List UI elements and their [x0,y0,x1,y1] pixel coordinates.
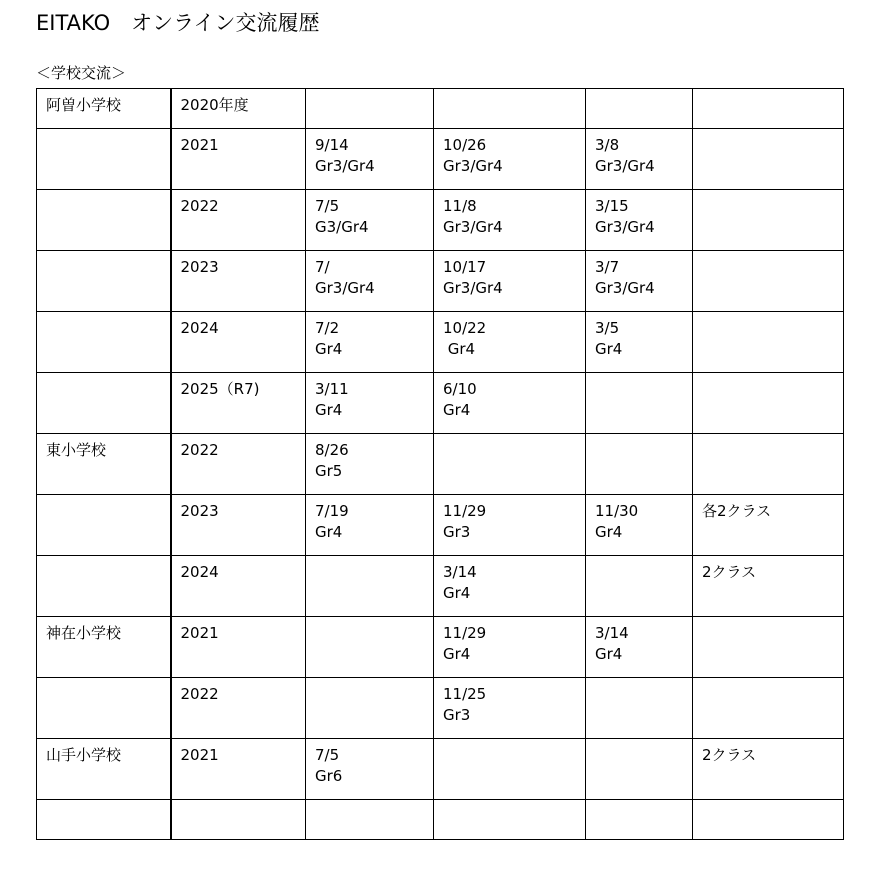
session-cell [586,556,693,617]
year-cell: 2022 [171,678,306,739]
table-row [37,434,844,495]
session-cell: 11/29 Gr4 [434,617,586,678]
session-cell [434,434,586,495]
school-cell [37,251,171,312]
session-cell [306,800,434,840]
note-cell [693,678,844,739]
table-row [37,312,844,373]
table-row [37,739,844,800]
exchange-history-table [36,88,844,840]
year-cell: 2025（R7) [171,373,306,434]
table-row [37,800,844,840]
session-cell: 3/8 Gr3/Gr4 [586,129,693,190]
session-cell: 3/5 Gr4 [586,312,693,373]
school-cell: 神在小学校 [37,617,171,678]
year-cell: 2022 [171,434,306,495]
year-cell: 2024 [171,312,306,373]
section-label: ＜学校交流＞ [36,64,127,82]
session-cell: 6/10 Gr4 [434,373,586,434]
session-cell [586,739,693,800]
school-cell [37,800,171,840]
table-row [37,129,844,190]
note-cell: 2クラス [693,556,844,617]
session-cell: 3/15 Gr3/Gr4 [586,190,693,251]
note-cell [693,89,844,129]
session-cell [586,373,693,434]
session-cell: 7/5 Gr6 [306,739,434,800]
session-cell: 3/14 Gr4 [586,617,693,678]
session-cell: 11/30 Gr4 [586,495,693,556]
session-cell [586,89,693,129]
year-cell: 2021 [171,739,306,800]
note-cell [693,617,844,678]
note-cell [693,129,844,190]
session-cell: 10/26 Gr3/Gr4 [434,129,586,190]
session-cell: 11/25 Gr3 [434,678,586,739]
session-cell [586,800,693,840]
school-cell [37,312,171,373]
school-cell [37,190,171,251]
table-row [37,556,844,617]
table-row [37,190,844,251]
year-cell: 2024 [171,556,306,617]
session-cell: 11/29 Gr3 [434,495,586,556]
session-cell [306,617,434,678]
session-cell: 9/14 Gr3/Gr4 [306,129,434,190]
table-row [37,89,844,129]
school-cell: 阿曽小学校 [37,89,171,129]
session-cell: 7/19 Gr4 [306,495,434,556]
session-cell: 10/22 Gr4 [434,312,586,373]
year-cell: 2023 [171,251,306,312]
year-cell: 2021 [171,129,306,190]
session-cell: 3/14 Gr4 [434,556,586,617]
note-cell [693,434,844,495]
session-cell: 8/26 Gr5 [306,434,434,495]
session-cell: 11/8 Gr3/Gr4 [434,190,586,251]
session-cell [434,800,586,840]
note-cell: 各2クラス [693,495,844,556]
school-cell [37,678,171,739]
school-cell [37,373,171,434]
school-cell [37,129,171,190]
table-row [37,617,844,678]
year-cell: 2022 [171,190,306,251]
session-cell: 10/17 Gr3/Gr4 [434,251,586,312]
table-row [37,373,844,434]
table-row [37,678,844,739]
note-cell [693,251,844,312]
school-cell [37,556,171,617]
session-cell [306,89,434,129]
note-cell: 2クラス [693,739,844,800]
school-cell [37,495,171,556]
session-cell [306,678,434,739]
school-cell: 山手小学校 [37,739,171,800]
session-cell [434,739,586,800]
session-cell: 7/ Gr3/Gr4 [306,251,434,312]
table-row [37,495,844,556]
year-cell [171,800,306,840]
note-cell [693,800,844,840]
note-cell [693,373,844,434]
table-row [37,251,844,312]
session-cell [306,556,434,617]
session-cell [434,89,586,129]
note-cell [693,190,844,251]
page-title: EITAKO オンライン交流履歴 [36,11,320,35]
session-cell: 3/7 Gr3/Gr4 [586,251,693,312]
session-cell: 3/11 Gr4 [306,373,434,434]
school-cell: 東小学校 [37,434,171,495]
year-cell: 2021 [171,617,306,678]
note-cell [693,312,844,373]
session-cell [586,678,693,739]
session-cell: 7/5 G3/Gr4 [306,190,434,251]
session-cell: 7/2 Gr4 [306,312,434,373]
session-cell [586,434,693,495]
year-cell: 2020年度 [171,89,306,129]
year-cell: 2023 [171,495,306,556]
